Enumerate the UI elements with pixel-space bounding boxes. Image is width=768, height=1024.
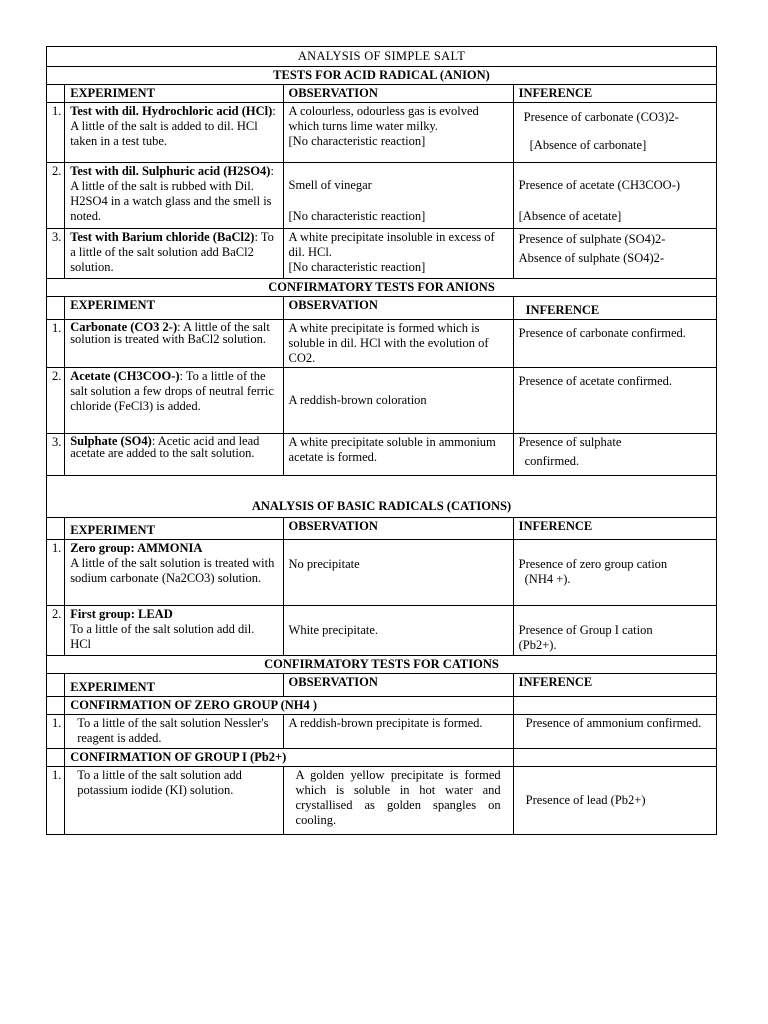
observation-text: A colourless, odourless gas is evolved which turns lime water milky.: [288, 104, 479, 133]
observation-cell: A golden yellow precipitate is formed which is soluble in hot water and crystallised as golden spangles on cooling.: [283, 767, 513, 835]
experiment-cell: [65, 229, 283, 279]
inference-alt: [Absence of acetate]: [518, 209, 622, 223]
table-row: [47, 320, 717, 368]
experiment-text: : Acetic acid and lead acetate are added to the salt solution.: [70, 434, 260, 460]
observation-cell: A white precipitate is formed which is soluble in dil. HCl with the evolution of CO2.: [283, 320, 513, 368]
header-no: [47, 518, 65, 540]
inference-text: Presence of zero group cation: [518, 557, 668, 571]
spacer-row: [47, 476, 717, 499]
experiment-text: To a little of the salt solution add dil. HCl: [70, 622, 255, 651]
inference-text: Presence of acetate (CH3COO-): [518, 178, 681, 192]
experiment-text: : A little of the salt is rubbed with Dil. H2SO4 in a watch glass and the smell is noted.: [70, 164, 274, 223]
header-inference: INFERENCE: [513, 297, 716, 320]
header-experiment: EXPERIMENT: [65, 674, 283, 697]
subsection-row: [47, 697, 717, 715]
table-row: [47, 434, 717, 476]
row-number: 1.: [47, 320, 65, 368]
row-number: 3.: [47, 434, 65, 476]
subsection-blank: [513, 697, 716, 715]
row-number: 2.: [47, 163, 65, 229]
observation-cell: [283, 103, 513, 163]
observation-text: Smell of vinegar: [288, 178, 372, 192]
inference-cell: [513, 163, 716, 229]
experiment-title: First group: LEAD: [70, 607, 173, 621]
subsection-title-group1: CONFIRMATION OF GROUP I (Pb2+): [65, 749, 513, 767]
header-no: [47, 85, 65, 103]
observation-alt: [No characteristic reaction]: [288, 134, 426, 148]
experiment-cell: [65, 163, 283, 229]
experiment-cell: To a little of the salt solution Nessler's reagent is added.: [65, 715, 283, 749]
row-number: 3.: [47, 229, 65, 279]
inference-cell: [513, 540, 716, 606]
subsection-blank: [47, 749, 65, 767]
table-row: [47, 715, 717, 749]
table-row: [47, 163, 717, 229]
section-row: [47, 656, 717, 674]
experiment-title: Acetate (CH3COO-): [70, 369, 180, 383]
observation-cell: [283, 163, 513, 229]
title-row: [47, 47, 717, 67]
row-number: 1.: [47, 103, 65, 163]
inference-alt: confirmed.: [524, 454, 580, 468]
experiment-cell: [65, 540, 283, 606]
section-row: [47, 498, 717, 518]
row-number: 1.: [47, 767, 65, 835]
inference-cell: Presence of ammonium confirmed.: [513, 715, 716, 749]
subsection-blank: [513, 749, 716, 767]
experiment-title: Test with Barium chloride (BaCl2): [70, 230, 255, 244]
header-row: [47, 85, 717, 103]
experiment-title: Sulphate (SO4): [70, 434, 152, 448]
observation-cell: White precipitate.: [283, 606, 513, 656]
row-number: 2.: [47, 606, 65, 656]
experiment-text: : To a little of the salt solution a few drops of neutral ferric chloride (FeCl3) is added.: [70, 369, 274, 413]
page-title: ANALYSIS OF SIMPLE SALT: [47, 47, 717, 67]
header-row: [47, 674, 717, 697]
inference-cell: Presence of lead (Pb2+): [513, 767, 716, 835]
header-observation: OBSERVATION: [283, 518, 513, 540]
table-row: [47, 540, 717, 606]
experiment-cell: [65, 103, 283, 163]
inference-cell: Presence of carbonate confirmed.: [513, 320, 716, 368]
spacer: [47, 476, 717, 499]
experiment-title: Zero group: AMMONIA: [70, 541, 203, 555]
row-number: 1.: [47, 715, 65, 749]
table-row: [47, 368, 717, 434]
experiment-title: Carbonate (CO3 2-): [70, 320, 178, 334]
experiment-cell: To a little of the salt solution add potassium iodide (KI) solution.: [65, 767, 283, 835]
header-observation: OBSERVATION: [283, 297, 513, 320]
experiment-text: : A little of the salt solution is treated with BaCl2 solution.: [70, 320, 270, 346]
observation-cell: No precipitate: [283, 540, 513, 606]
subsection-title-zero: CONFIRMATION OF ZERO GROUP (NH4 ): [65, 697, 513, 715]
experiment-cell: [65, 320, 283, 368]
section-row: [47, 279, 717, 297]
inference-cell: [513, 434, 716, 476]
observation-alt: [No characteristic reaction]: [288, 209, 426, 223]
section-title-acid: TESTS FOR ACID RADICAL (ANION): [47, 67, 717, 85]
inference-cell: [513, 229, 716, 279]
observation-cell: A reddish-brown precipitate is formed.: [283, 715, 513, 749]
inference-text: Presence of sulphate: [518, 435, 622, 449]
header-observation: OBSERVATION: [283, 674, 513, 697]
header-no: [47, 297, 65, 320]
row-number: 2.: [47, 368, 65, 434]
observation-cell: A reddish-brown coloration: [283, 368, 513, 434]
table-row: [47, 767, 717, 835]
inference-text: Presence of carbonate (CO3)2-: [523, 110, 679, 124]
observation-text: A white precipitate insoluble in excess of dil. HCl.: [288, 230, 495, 259]
inference-alt: (NH4 +).: [524, 572, 571, 586]
experiment-text: A little of the salt solution is treated with sodium carbonate (Na2CO3) solution.: [70, 556, 275, 585]
inference-text: Presence of sulphate (SO4)2-: [518, 232, 666, 246]
section-title-confirm-cations: CONFIRMATORY TESTS FOR CATIONS: [47, 656, 717, 674]
inference-alt: [Absence of carbonate]: [529, 138, 647, 152]
subsection-blank: [47, 697, 65, 715]
salt-analysis-table: [46, 46, 717, 835]
table-row: [47, 606, 717, 656]
row-number: 1.: [47, 540, 65, 606]
header-no: [47, 674, 65, 697]
observation-alt: [No characteristic reaction]: [288, 260, 426, 274]
header-observation: OBSERVATION: [283, 85, 513, 103]
section-title-confirm-anions: CONFIRMATORY TESTS FOR ANIONS: [47, 279, 717, 297]
inference-cell: [513, 103, 716, 163]
table-row: [47, 229, 717, 279]
section-row: [47, 67, 717, 85]
experiment-text: : A little of the salt is added to dil. HCl taken in a test tube.: [70, 104, 276, 148]
experiment-cell: [65, 606, 283, 656]
observation-cell: A white precipitate soluble in ammonium acetate is formed.: [283, 434, 513, 476]
subsection-row: [47, 749, 717, 767]
header-inference: INFERENCE: [513, 85, 716, 103]
inference-alt: (Pb2+).: [518, 638, 557, 652]
header-experiment: EXPERIMENT: [65, 518, 283, 540]
header-inference: INFERENCE: [513, 518, 716, 540]
header-inference: INFERENCE: [513, 674, 716, 697]
header-experiment: EXPERIMENT: [65, 85, 283, 103]
header-row: [47, 297, 717, 320]
inference-cell: [513, 606, 716, 656]
inference-alt: Absence of sulphate (SO4)2-: [518, 251, 665, 265]
experiment-title: Test with dil. Hydrochloric acid (HCl): [70, 104, 273, 118]
experiment-title: Test with dil. Sulphuric acid (H2SO4): [70, 164, 271, 178]
experiment-text: : To a little of the salt solution add BaCl2 solution.: [70, 230, 274, 274]
section-title-basic: ANALYSIS OF BASIC RADICALS (CATIONS): [47, 498, 717, 518]
experiment-cell: [65, 434, 283, 476]
table-row: [47, 103, 717, 163]
header-row: [47, 518, 717, 540]
header-experiment: EXPERIMENT: [65, 297, 283, 320]
inference-text: Presence of Group I cation: [518, 623, 653, 637]
experiment-cell: [65, 368, 283, 434]
observation-cell: [283, 229, 513, 279]
inference-cell: Presence of acetate confirmed.: [513, 368, 716, 434]
